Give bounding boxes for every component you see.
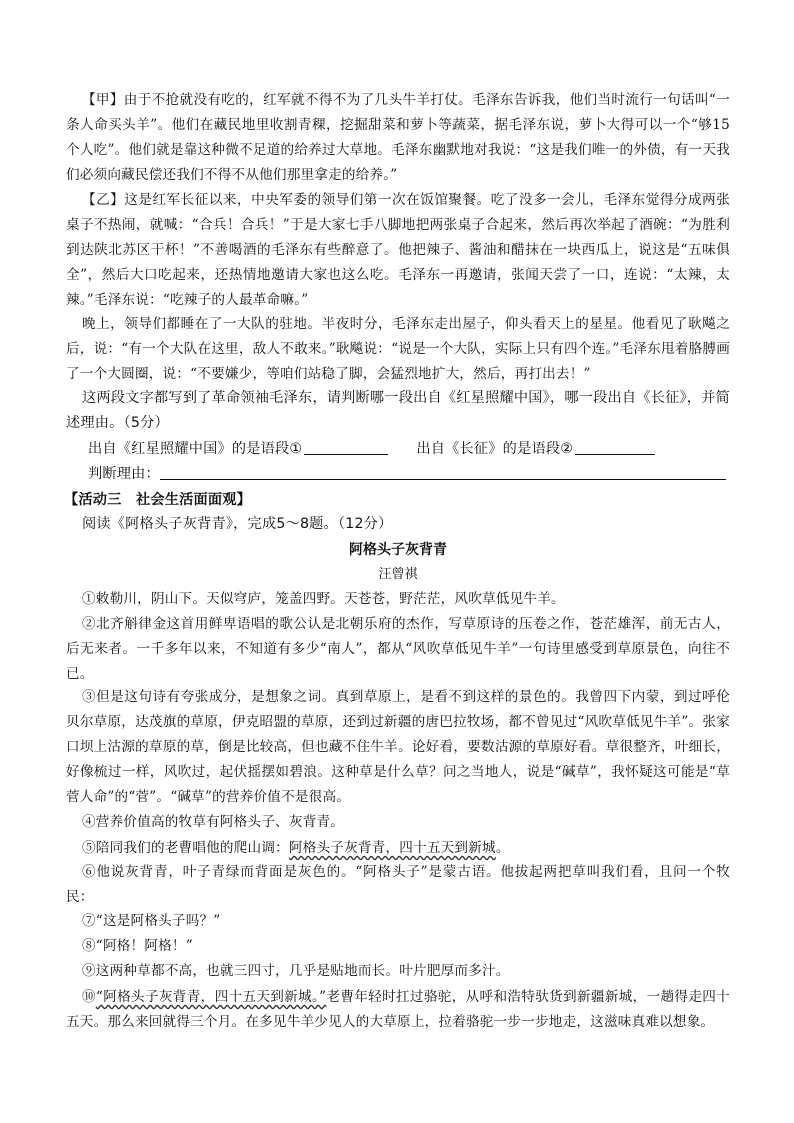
paragraph-10-num: ⑩ (82, 989, 96, 1005)
passage-yi-1: 【乙】这是红军长征以来，中央军委的领导们第一次在饭馆聚餐。吃了没多一会儿，毛泽东觉得分成两张桌子不热闹，就喊：“合兵！合兵！”于是大家七手八脚地把两张桌子合起来，然后再次举起了酒碗：“为胜利到达陕北苏区干杯！”不善喝酒的毛泽东有些醉意了。他把辣子、酱油和醋抹在一块西瓜上，说这是“五味俱全”，然后大口吃起来，还热情地邀请大家也这么吃。毛泽东一再邀请，张闻天尝了一口，连说：“太辣，太辣。”毛泽东说：“吃辣子的人最革命嘛。” (66, 192, 730, 308)
paragraph-2: ②北齐斛律金这首用鲜卑语唱的歌公认是北朝乐府的杰作，写草原诗的压卷之作，苍茫雄浑，前无古人，后无来者。一千多年以来，不知道有多少“南人”，都从“风吹草低见牛羊”一句诗里感受到草原景色，向往不已。 (66, 616, 730, 682)
answer-blank-2[interactable] (575, 440, 655, 455)
reason-row (66, 462, 730, 487)
paragraph-5-suffix: 。 (495, 840, 510, 856)
passage-jia: 【甲】由于不抢就没有吃的，红军就不得不为了几头牛羊打仗。毛泽东告诉我，他们当时流行一句话叫“一条人命买头羊”。他们在藏民地里收割青稞，挖掘甜菜和萝卜等蔬菜，据毛泽东说，萝卜大得可以一个“够15个人吃”。他们就是靠这种微不足道的给养过大草地。毛泽东幽默地对我说：“这是我们唯一的外债，有一天我们必须向藏民偿还我们不得不从他们那里拿走的给养。” (66, 92, 730, 183)
article-author: 汪曾祺 (378, 567, 418, 582)
reason-blank[interactable] (160, 465, 726, 480)
reading-instruction: 阅读《阿格头子灰背青》，完成5～8题。（12分） (82, 516, 393, 532)
activity-heading: 【活动三 社会生活面面观】 (64, 492, 252, 508)
answer-label-2: 出自《长征》的是语段② (416, 441, 574, 457)
paragraph-6: ⑥他说灰背青，叶子青绿而背面是灰色的。“阿格头子”是蒙古语。他拔起两把草叫我们看，且问一个牧民： (66, 864, 730, 905)
article-title: 阿格头子灰背青 (349, 542, 447, 558)
paragraph-1: ①敕勒川，阴山下。天似穹庐，笼盖四野。天苍苍，野茫茫，风吹草低见牛羊。 (82, 591, 565, 607)
answer-blank-1[interactable] (304, 440, 388, 455)
paragraph-10-wavy: “阿格头子灰背青，四十五天到新城。” (95, 989, 327, 1005)
paragraph-8: ⑧“阿格！阿格！” (82, 938, 193, 954)
paragraph-5-wavy: 阿格头子灰背青，四十五天到新城 (288, 840, 496, 856)
paragraph-10-rest: 老曹年轻时扛过骆驼，从呼和浩特驮货到新疆新城，一趟得走四十五天。那么来回就得三个月。在多见牛羊少见人的大草原上，拉着骆驼一步一步地走，这滋味真难以想象。 (66, 989, 730, 1030)
passage-yi-2: 晚上，领导们都睡在了一大队的驻地。半夜时分，毛泽东走出屋子，仰头看天上的星星。他看见了耿飚之后，说：“有一个大队在这里，敌人不敢来。”耿飚说：“说是一个大队，实际上只有四个连。”毛泽东甩着胳膊画了一个大圆圈，说：“不要嫌少，等咱们站稳了脚，会猛烈地扩大，然后，再打出去！” (66, 316, 730, 382)
paragraph-10 (66, 985, 730, 1035)
paragraph-3: ③但是这句诗有夸张成分，是想象之词。真到草原上，是看不到这样的景色的。我曾四下内蒙，到过呼伦贝尔草原，达茂旗的草原，伊克昭盟的草原，还到过新疆的唐巴拉牧场，都不曾见过“风吹草低见牛羊”。张家口坝上沽源的草原的草，倒是比较高，但也藏不住牛羊。论好看，要数沽源的草原好看。草很整齐，叶细长，好像梳过一样，风吹过，起伏摇摆如碧浪。这种草是什么草？问之当地人，说是“碱草”，我怀疑这可能是“草菅人命”的“菅”。“碱草”的营养价值不是很高。 (66, 689, 730, 805)
paragraph-5-prefix: ⑤陪同我们的老曹唱他的爬山调： (82, 840, 289, 856)
question-text: 这两段文字都写到了革命领袖毛泽东，请判断哪一段出自《红星照耀中国》，哪一段出自《长征》，并简述理由。（5分） (66, 390, 730, 431)
answer-label-1: 出自《红星照耀中国》的是语段① (88, 441, 303, 457)
paragraph-4: ④营养价值高的牧草有阿格头子、灰背青。 (82, 814, 345, 830)
paragraph-9: ⑨这两种草都不高，也就三四寸，几乎是贴地而长。叶片肥厚而多汁。 (82, 963, 510, 979)
paragraph-7: ⑦“这是阿格头子吗？” (82, 913, 221, 929)
answer-row (66, 437, 730, 462)
reason-label: 判断理由： (88, 466, 160, 482)
paragraph-5 (66, 836, 730, 861)
